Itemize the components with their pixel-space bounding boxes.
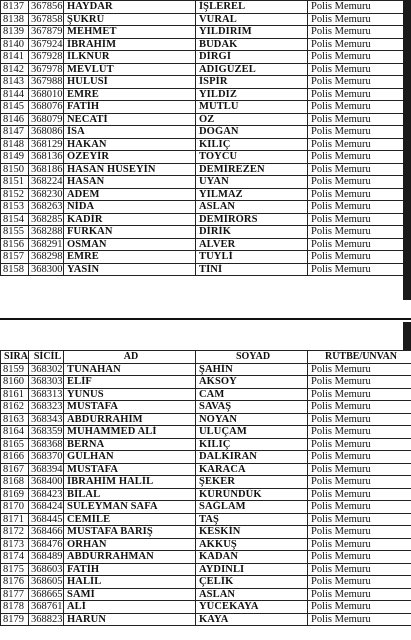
sicil-cell: 367924 [29, 38, 64, 51]
sicil-cell: 368285 [29, 213, 64, 226]
table-row [1, 601, 411, 614]
sicil-cell: 368263 [29, 201, 64, 214]
ad-cell: MUHAMMED ALİ [64, 426, 196, 439]
sicil-cell: 367978 [29, 63, 64, 76]
table-row [1, 76, 411, 89]
soyad-cell: NOYAN [196, 413, 308, 426]
table-row [1, 463, 411, 476]
ad-cell: ADEM [64, 188, 196, 201]
soyad-cell: KILIÇ [196, 438, 308, 451]
soyad-cell: KESKİN [196, 526, 308, 539]
soyad-cell: KARACA [196, 463, 308, 476]
sira-cell: 8173 [1, 538, 29, 551]
sicil-cell: 368291 [29, 238, 64, 251]
soyad-cell: VURAL [196, 13, 308, 26]
soyad-cell: DALKIRAN [196, 451, 308, 464]
sira-cell: 8168 [1, 476, 29, 489]
table-row [1, 63, 411, 76]
soyad-cell: TUYLİ [196, 251, 308, 264]
ad-cell: HAYDAR [64, 1, 196, 14]
rutbe-cell: Polis Memuru [308, 476, 411, 489]
sira-cell: 8155 [1, 226, 29, 239]
rutbe-cell: Polis Memuru [308, 463, 411, 476]
ad-cell: BİLAL [64, 488, 196, 501]
sira-cell: 8160 [1, 376, 29, 389]
ad-cell: HULUSİ [64, 76, 196, 89]
rutbe-cell: Polis Memuru [308, 238, 411, 251]
ad-cell: YASİN [64, 263, 196, 276]
rutbe-cell: Polis Memuru [308, 51, 411, 64]
sira-cell: 8147 [1, 126, 29, 139]
soyad-cell: DOĞAN [196, 126, 308, 139]
sira-cell: 8153 [1, 201, 29, 214]
rutbe-cell: Polis Memuru [308, 38, 411, 51]
rutbe-cell: Polis Memuru [308, 413, 411, 426]
ad-cell: HARUN [64, 613, 196, 626]
rutbe-cell: Polis Memuru [308, 513, 411, 526]
sicil-cell: 368761 [29, 601, 64, 614]
ad-cell: MUSTAFA [64, 401, 196, 414]
sicil-cell: 368665 [29, 588, 64, 601]
table-row [1, 13, 411, 26]
sira-cell: 8163 [1, 413, 29, 426]
soyad-cell: YILDIZ [196, 88, 308, 101]
table-row [1, 501, 411, 514]
sira-cell: 8165 [1, 438, 29, 451]
header-ad: AD [64, 351, 196, 364]
soyad-cell: TAŞ [196, 513, 308, 526]
header-rutbe: RÜTBE/UNVAN [308, 351, 411, 364]
sicil-cell: 368359 [29, 426, 64, 439]
sira-cell: 8159 [1, 363, 29, 376]
soyad-cell: ŞEKER [196, 476, 308, 489]
ad-cell: HASAN [64, 176, 196, 189]
sira-cell: 8166 [1, 451, 29, 464]
soyad-cell: MUTLU [196, 101, 308, 114]
rutbe-cell: Polis Memuru [308, 13, 411, 26]
sira-cell: 8164 [1, 426, 29, 439]
soyad-cell: KADAN [196, 551, 308, 564]
soyad-cell: AKKUŞ [196, 538, 308, 551]
soyad-cell: KAYA [196, 613, 308, 626]
table-row [1, 551, 411, 564]
table-row [1, 151, 411, 164]
soyad-cell: ASLAN [196, 201, 308, 214]
sicil-cell: 368079 [29, 113, 64, 126]
sicil-cell: 368476 [29, 538, 64, 551]
soyad-cell: UYAN [196, 176, 308, 189]
sicil-cell: 367858 [29, 13, 64, 26]
ad-cell: ŞÜKRÜ [64, 13, 196, 26]
sicil-cell: 368489 [29, 551, 64, 564]
sicil-cell: 368400 [29, 476, 64, 489]
sira-cell: 8146 [1, 113, 29, 126]
rutbe-cell: Polis Memuru [308, 76, 411, 89]
sicil-cell: 367879 [29, 26, 64, 39]
ad-cell: KADİR [64, 213, 196, 226]
sicil-cell: 368323 [29, 401, 64, 414]
sira-cell: 8172 [1, 526, 29, 539]
top-table-body [1, 1, 411, 276]
rutbe-cell: Polis Memuru [308, 613, 411, 626]
ad-cell: BERNA [64, 438, 196, 451]
sira-cell: 8156 [1, 238, 29, 251]
soyad-cell: DİRGİ [196, 51, 308, 64]
ad-cell: SAMİ [64, 588, 196, 601]
rutbe-cell: Polis Memuru [308, 388, 411, 401]
table-row [1, 588, 411, 601]
table-row [1, 113, 411, 126]
rutbe-cell: Polis Memuru [308, 101, 411, 114]
rutbe-cell: Polis Memuru [308, 363, 411, 376]
table-row [1, 613, 411, 626]
ad-cell: EMRE [64, 251, 196, 264]
table-row [1, 476, 411, 489]
sira-cell: 8154 [1, 213, 29, 226]
ad-cell: HASAN HÜSEYİN [64, 163, 196, 176]
ad-cell: GÜLHAN [64, 451, 196, 464]
soyad-cell: KILIÇ [196, 138, 308, 151]
table-row [1, 201, 411, 214]
sira-cell: 8151 [1, 176, 29, 189]
table-row [1, 176, 411, 189]
rutbe-cell: Polis Memuru [308, 126, 411, 139]
sicil-cell: 368302 [29, 363, 64, 376]
table-row [1, 88, 411, 101]
table-row [1, 101, 411, 114]
ad-cell: ORHAN [64, 538, 196, 551]
sira-cell: 8178 [1, 601, 29, 614]
rutbe-cell: Polis Memuru [308, 426, 411, 439]
ad-cell: EMRE [64, 88, 196, 101]
rutbe-cell: Polis Memuru [308, 576, 411, 589]
sicil-cell: 368136 [29, 151, 64, 164]
soyad-cell: ÇELİK [196, 576, 308, 589]
soyad-cell: İSPİR [196, 76, 308, 89]
table-row [1, 238, 411, 251]
ad-cell: MUSTAFA [64, 463, 196, 476]
rutbe-cell: Polis Memuru [308, 438, 411, 451]
soyad-cell: YILDIRIM [196, 26, 308, 39]
header-sicil: SİCİL [29, 351, 64, 364]
soyad-cell: AKSOY [196, 376, 308, 389]
ad-cell: CEMİLE [64, 513, 196, 526]
bottom-table-body [1, 363, 411, 626]
sira-cell: 8152 [1, 188, 29, 201]
table-row [1, 413, 411, 426]
sira-cell: 8137 [1, 1, 29, 14]
rutbe-cell: Polis Memuru [308, 251, 411, 264]
ad-cell: HALİL [64, 576, 196, 589]
rutbe-cell: Polis Memuru [308, 526, 411, 539]
table-row [1, 251, 411, 264]
sicil-cell: 368603 [29, 563, 64, 576]
sicil-cell: 368423 [29, 488, 64, 501]
sira-cell: 8145 [1, 101, 29, 114]
table-row [1, 513, 411, 526]
sicil-cell: 368466 [29, 526, 64, 539]
sicil-cell: 367988 [29, 76, 64, 89]
table-row [1, 188, 411, 201]
sira-cell: 8144 [1, 88, 29, 101]
sicil-cell: 368370 [29, 451, 64, 464]
soyad-cell: İŞLEREL [196, 1, 308, 14]
rutbe-cell: Polis Memuru [308, 538, 411, 551]
sicil-cell: 367928 [29, 51, 64, 64]
rutbe-cell: Polis Memuru [308, 501, 411, 514]
sira-cell: 8139 [1, 26, 29, 39]
ad-cell: YUNUS [64, 388, 196, 401]
table-row [1, 363, 411, 376]
ad-cell: MEHMET [64, 26, 196, 39]
sira-cell: 8176 [1, 576, 29, 589]
sicil-cell: 368424 [29, 501, 64, 514]
ad-cell: İSA [64, 126, 196, 139]
sicil-cell: 368313 [29, 388, 64, 401]
table-row [1, 526, 411, 539]
sicil-cell: 368605 [29, 576, 64, 589]
soyad-cell: ÖZ [196, 113, 308, 126]
sira-cell: 8169 [1, 488, 29, 501]
soyad-cell: KÜRÜNDÜK [196, 488, 308, 501]
ad-cell: MEVLÜT [64, 63, 196, 76]
scan-edge-shadow [403, 0, 411, 300]
soyad-cell: ADIGÜZEL [196, 63, 308, 76]
soyad-cell: ŞAHİN [196, 363, 308, 376]
ad-cell: NİDA [64, 201, 196, 214]
rutbe-cell: Polis Memuru [308, 213, 411, 226]
table-row [1, 138, 411, 151]
sira-cell: 8140 [1, 38, 29, 51]
header-soyad: SOYAD [196, 351, 308, 364]
sira-cell: 8138 [1, 13, 29, 26]
ad-cell: ELİF [64, 376, 196, 389]
soyad-cell: YÜCEKAYA [196, 601, 308, 614]
rutbe-cell: Polis Memuru [308, 601, 411, 614]
table-row [1, 488, 411, 501]
sicil-cell: 368086 [29, 126, 64, 139]
soyad-cell: TOYCU [196, 151, 308, 164]
sicil-cell: 368303 [29, 376, 64, 389]
ad-cell: MUSTAFA BARIŞ [64, 526, 196, 539]
table-row [1, 163, 411, 176]
scan-edge-shadow [403, 322, 411, 350]
sira-cell: 8150 [1, 163, 29, 176]
sira-cell: 8148 [1, 138, 29, 151]
bottom-personnel-table [0, 350, 411, 626]
sira-cell: 8170 [1, 501, 29, 514]
sicil-cell: 368076 [29, 101, 64, 114]
ad-cell: İLKNUR [64, 51, 196, 64]
soyad-cell: ALVER [196, 238, 308, 251]
ad-cell: İBRAHİM HALİL [64, 476, 196, 489]
soyad-cell: SAĞLAM [196, 501, 308, 514]
table-row [1, 388, 411, 401]
table-row [1, 576, 411, 589]
rutbe-cell: Polis Memuru [308, 113, 411, 126]
sicil-cell: 368445 [29, 513, 64, 526]
rutbe-cell: Polis Memuru [308, 63, 411, 76]
table-row [1, 26, 411, 39]
sira-cell: 8157 [1, 251, 29, 264]
sira-cell: 8161 [1, 388, 29, 401]
rutbe-cell: Polis Memuru [308, 163, 411, 176]
rutbe-cell: Polis Memuru [308, 376, 411, 389]
sira-cell: 8162 [1, 401, 29, 414]
sicil-cell: 367856 [29, 1, 64, 14]
ad-cell: FATİH [64, 563, 196, 576]
sira-cell: 8179 [1, 613, 29, 626]
ad-cell: NECATİ [64, 113, 196, 126]
table-row [1, 226, 411, 239]
soyad-cell: DEMİRÖRS [196, 213, 308, 226]
table-row [1, 538, 411, 551]
soyad-cell: ULUÇAM [196, 426, 308, 439]
rutbe-cell: Polis Memuru [308, 401, 411, 414]
rutbe-cell: Polis Memuru [308, 138, 411, 151]
rutbe-cell: Polis Memuru [308, 176, 411, 189]
ad-cell: TUNAHAN [64, 363, 196, 376]
rutbe-cell: Polis Memuru [308, 151, 411, 164]
sicil-cell: 368186 [29, 163, 64, 176]
sira-cell: 8171 [1, 513, 29, 526]
sicil-cell: 368298 [29, 251, 64, 264]
soyad-cell: AYDINLI [196, 563, 308, 576]
table-row [1, 401, 411, 414]
page-break-band [0, 318, 411, 344]
soyad-cell: ASLAN [196, 588, 308, 601]
rutbe-cell: Polis Memuru [308, 488, 411, 501]
soyad-cell: TİNİ [196, 263, 308, 276]
rutbe-cell: Polis Memuru [308, 263, 411, 276]
table-row [1, 438, 411, 451]
ad-cell: HAKAN [64, 138, 196, 151]
rutbe-cell: Polis Memuru [308, 563, 411, 576]
sicil-cell: 368224 [29, 176, 64, 189]
sicil-cell: 368288 [29, 226, 64, 239]
rutbe-cell: Polis Memuru [308, 1, 411, 14]
sira-cell: 8143 [1, 76, 29, 89]
soyad-cell: YILMAZ [196, 188, 308, 201]
table-row [1, 426, 411, 439]
sicil-cell: 368010 [29, 88, 64, 101]
table-header-row [1, 351, 411, 364]
table-row [1, 1, 411, 14]
soyad-cell: DEMİREZEN [196, 163, 308, 176]
soyad-cell: DİRİK [196, 226, 308, 239]
sicil-cell: 368129 [29, 138, 64, 151]
sira-cell: 8174 [1, 551, 29, 564]
sicil-cell: 368394 [29, 463, 64, 476]
table-row [1, 51, 411, 64]
sira-cell: 8141 [1, 51, 29, 64]
sira-cell: 8167 [1, 463, 29, 476]
sicil-cell: 368230 [29, 188, 64, 201]
table-row [1, 126, 411, 139]
top-personnel-table [0, 0, 411, 276]
ad-cell: FURKAN [64, 226, 196, 239]
ad-cell: SÜLEYMAN SAFA [64, 501, 196, 514]
ad-cell: ÖZEYİR [64, 151, 196, 164]
sira-cell: 8142 [1, 63, 29, 76]
ad-cell: OSMAN [64, 238, 196, 251]
table-row [1, 263, 411, 276]
rutbe-cell: Polis Memuru [308, 451, 411, 464]
rutbe-cell: Polis Memuru [308, 188, 411, 201]
rutbe-cell: Polis Memuru [308, 226, 411, 239]
rutbe-cell: Polis Memuru [308, 551, 411, 564]
ad-cell: ABDURRAHMAN [64, 551, 196, 564]
bottom-table-section [0, 350, 411, 626]
table-row [1, 38, 411, 51]
ad-cell: ALİ [64, 601, 196, 614]
sira-cell: 8175 [1, 563, 29, 576]
table-row [1, 213, 411, 226]
header-sira: SIRA [1, 351, 29, 364]
rutbe-cell: Polis Memuru [308, 88, 411, 101]
table-row [1, 563, 411, 576]
sicil-cell: 368368 [29, 438, 64, 451]
table-row [1, 451, 411, 464]
rutbe-cell: Polis Memuru [308, 588, 411, 601]
rutbe-cell: Polis Memuru [308, 26, 411, 39]
sicil-cell: 368300 [29, 263, 64, 276]
ad-cell: ABDURRAHİM [64, 413, 196, 426]
ad-cell: İBRAHİM [64, 38, 196, 51]
sira-cell: 8177 [1, 588, 29, 601]
soyad-cell: BUDAK [196, 38, 308, 51]
soyad-cell: CAM [196, 388, 308, 401]
sira-cell: 8149 [1, 151, 29, 164]
sicil-cell: 368343 [29, 413, 64, 426]
sicil-cell: 368823 [29, 613, 64, 626]
sira-cell: 8158 [1, 263, 29, 276]
table-row [1, 376, 411, 389]
top-table-section [0, 0, 411, 276]
soyad-cell: SAVAŞ [196, 401, 308, 414]
rutbe-cell: Polis Memuru [308, 201, 411, 214]
ad-cell: FATİH [64, 101, 196, 114]
